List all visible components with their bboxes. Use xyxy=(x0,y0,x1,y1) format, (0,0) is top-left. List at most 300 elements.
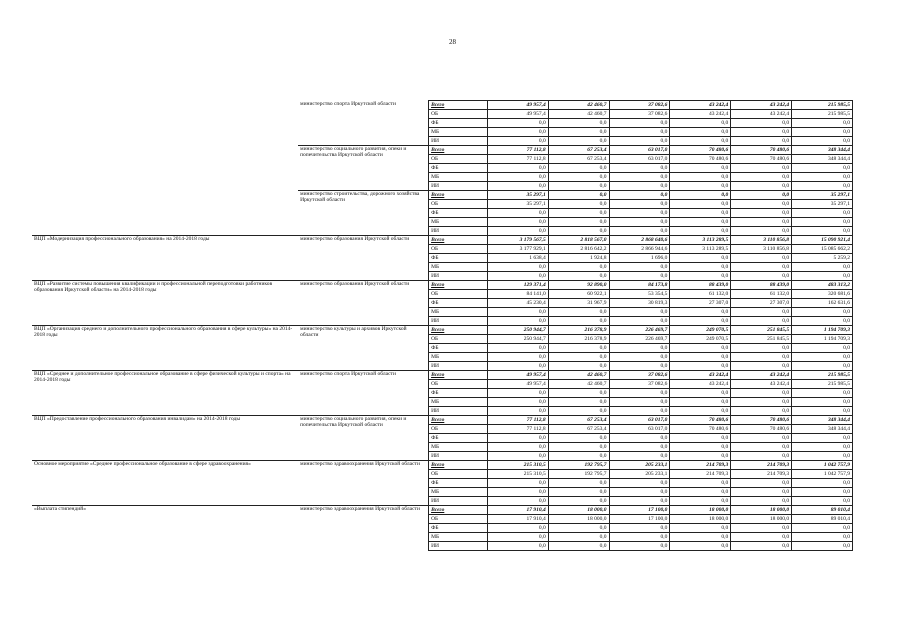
funding-source-cell: ФБ xyxy=(429,254,488,263)
program-name-cell: ВЦП «Среднее и дополнительное профессиональное образование в сфере физической культуры и спорта» на 2014-2018 годы xyxy=(32,371,298,416)
amount-cell: 0,0 xyxy=(792,524,853,533)
amount-cell: 0,0 xyxy=(670,542,731,551)
amount-cell: 483 313,2 xyxy=(792,281,853,290)
amount-cell: 2 868 640,6 xyxy=(609,236,670,245)
amount-cell: 70 480,6 xyxy=(670,155,731,164)
table-row xyxy=(32,506,853,515)
amount-cell: 30 819,3 xyxy=(609,299,670,308)
amount-cell: 0,0 xyxy=(670,119,731,128)
table-row xyxy=(32,416,853,425)
amount-cell: 0,0 xyxy=(548,218,609,227)
executor-cell: министерство образования Иркутской области xyxy=(298,236,428,281)
funding-source-cell: ОБ xyxy=(429,335,488,344)
funding-source-cell: ФБ xyxy=(429,344,488,353)
amount-cell: 348 344,4 xyxy=(792,146,853,155)
amount-cell: 1 638,4 xyxy=(487,254,548,263)
amount-cell: 0,0 xyxy=(792,407,853,416)
amount-cell: 43 242,4 xyxy=(670,380,731,389)
amount-cell: 0,0 xyxy=(670,317,731,326)
amount-cell: 0,0 xyxy=(609,119,670,128)
amount-cell: 214 709,3 xyxy=(731,461,792,470)
amount-cell: 249 070,5 xyxy=(670,335,731,344)
amount-cell: 42 460,7 xyxy=(548,380,609,389)
amount-cell: 2 818 567,0 xyxy=(548,236,609,245)
amount-cell: 0,0 xyxy=(731,182,792,191)
program-name-cell: ВЦП «Организация среднего и дополнительного профессионального образования в сфере культуры» на 2014-2018 годы xyxy=(32,326,298,371)
funding-source-cell: ИИ xyxy=(429,182,488,191)
amount-cell: 43 242,4 xyxy=(731,380,792,389)
funding-source-cell: ОБ xyxy=(429,380,488,389)
program-name-cell: ВЦП «Развитие системы повышения квалификации и профессиональной переподготовки работников образования Иркутской области» на 2014-2018 годы xyxy=(32,281,298,326)
amount-cell: 43 242,4 xyxy=(670,101,731,110)
amount-cell: 0,0 xyxy=(792,218,853,227)
amount-cell: 0,0 xyxy=(670,272,731,281)
amount-cell: 0,0 xyxy=(548,407,609,416)
amount-cell: 0,0 xyxy=(487,164,548,173)
amount-cell: 0,0 xyxy=(731,164,792,173)
amount-cell: 0,0 xyxy=(548,479,609,488)
amount-cell: 0,0 xyxy=(487,398,548,407)
amount-cell: 0,0 xyxy=(731,389,792,398)
funding-source-cell: Всего xyxy=(429,236,488,245)
amount-cell: 0,0 xyxy=(670,344,731,353)
amount-cell: 0,0 xyxy=(548,389,609,398)
executor-cell: министерство здравоохранения Иркутской области xyxy=(298,461,428,506)
program-name-cell: Основное мероприятие «Среднее профессиональное образование в сфере здравоохранения» xyxy=(32,461,298,506)
program-name-cell: ВЦП «Предоставление профессионального образования инвалидам» на 2014-2018 годы xyxy=(32,416,298,461)
amount-cell: 3 110 856,8 xyxy=(731,236,792,245)
amount-cell: 192 795,7 xyxy=(548,461,609,470)
amount-cell: 37 082,6 xyxy=(609,371,670,380)
amount-cell: 0,0 xyxy=(792,497,853,506)
funding-source-cell: ИИ xyxy=(429,137,488,146)
amount-cell: 0,0 xyxy=(548,317,609,326)
amount-cell: 0,0 xyxy=(670,263,731,272)
amount-cell: 0,0 xyxy=(731,137,792,146)
amount-cell: 1 696,0 xyxy=(609,254,670,263)
amount-cell: 18 000,0 xyxy=(548,506,609,515)
amount-cell: 0,0 xyxy=(548,398,609,407)
amount-cell: 67 253,4 xyxy=(548,146,609,155)
amount-cell: 320 681,6 xyxy=(792,290,853,299)
amount-cell: 0,0 xyxy=(792,488,853,497)
amount-cell: 214 709,3 xyxy=(670,470,731,479)
amount-cell: 0,0 xyxy=(609,137,670,146)
funding-source-cell: Всего xyxy=(429,506,488,515)
amount-cell: 0,0 xyxy=(670,407,731,416)
amount-cell: 0,0 xyxy=(609,317,670,326)
funding-source-cell: ФБ xyxy=(429,524,488,533)
amount-cell: 214 709,3 xyxy=(670,461,731,470)
amount-cell: 0,0 xyxy=(487,137,548,146)
funding-source-cell: Всего xyxy=(429,101,488,110)
amount-cell: 0,0 xyxy=(792,128,853,137)
amount-cell: 0,0 xyxy=(609,452,670,461)
amount-cell: 0,0 xyxy=(670,524,731,533)
executor-cell: министерство социального развития, опеки и попечительства Иркутской области xyxy=(298,146,428,191)
funding-source-cell: ОБ xyxy=(429,470,488,479)
amount-cell: 0,0 xyxy=(731,191,792,200)
funding-source-cell: ИИ xyxy=(429,407,488,416)
amount-cell: 0,0 xyxy=(792,173,853,182)
amount-cell: 42 460,7 xyxy=(548,110,609,119)
executor-cell: министерство строительства, дорожного хозяйства Иркутской области xyxy=(298,191,428,236)
amount-cell: 0,0 xyxy=(731,353,792,362)
amount-cell: 70 480,6 xyxy=(731,416,792,425)
amount-cell: 42 460,7 xyxy=(548,101,609,110)
amount-cell: 0,0 xyxy=(792,344,853,353)
funding-source-cell: Всего xyxy=(429,191,488,200)
amount-cell: 0,0 xyxy=(792,119,853,128)
amount-cell: 63 017,0 xyxy=(609,425,670,434)
amount-cell: 0,0 xyxy=(609,191,670,200)
table-row xyxy=(32,461,853,470)
amount-cell: 0,0 xyxy=(670,362,731,371)
amount-cell: 0,0 xyxy=(731,119,792,128)
amount-cell: 0,0 xyxy=(548,182,609,191)
amount-cell: 0,0 xyxy=(487,407,548,416)
amount-cell: 88 439,0 xyxy=(670,281,731,290)
amount-cell: 0,0 xyxy=(548,164,609,173)
amount-cell: 0,0 xyxy=(487,353,548,362)
amount-cell: 215 985,5 xyxy=(792,371,853,380)
amount-cell: 192 795,7 xyxy=(548,470,609,479)
amount-cell: 70 480,6 xyxy=(670,416,731,425)
amount-cell: 3 113 289,5 xyxy=(670,245,731,254)
amount-cell: 249 070,5 xyxy=(670,326,731,335)
amount-cell: 0,0 xyxy=(792,164,853,173)
amount-cell: 0,0 xyxy=(731,272,792,281)
amount-cell: 0,0 xyxy=(731,479,792,488)
amount-cell: 0,0 xyxy=(670,434,731,443)
amount-cell: 0,0 xyxy=(670,254,731,263)
funding-source-cell: ОБ xyxy=(429,110,488,119)
amount-cell: 348 344,4 xyxy=(792,155,853,164)
amount-cell: 3 177 929,1 xyxy=(487,245,548,254)
amount-cell: 0,0 xyxy=(731,173,792,182)
amount-cell: 251 845,5 xyxy=(731,335,792,344)
amount-cell: 0,0 xyxy=(487,209,548,218)
amount-cell: 0,0 xyxy=(609,389,670,398)
amount-cell: 0,0 xyxy=(487,128,548,137)
amount-cell: 0,0 xyxy=(548,353,609,362)
amount-cell: 42 460,7 xyxy=(548,371,609,380)
amount-cell: 17 910,4 xyxy=(487,506,548,515)
amount-cell: 1 924,8 xyxy=(548,254,609,263)
amount-cell: 27 307,0 xyxy=(731,299,792,308)
funding-source-cell: ФБ xyxy=(429,434,488,443)
amount-cell: 0,0 xyxy=(609,407,670,416)
amount-cell: 3 179 567,5 xyxy=(487,236,548,245)
amount-cell: 0,0 xyxy=(487,317,548,326)
amount-cell: 0,0 xyxy=(670,182,731,191)
amount-cell: 0,0 xyxy=(487,218,548,227)
amount-cell: 0,0 xyxy=(548,263,609,272)
amount-cell: 348 344,4 xyxy=(792,425,853,434)
amount-cell: 0,0 xyxy=(548,434,609,443)
executor-cell: министерство социального развития, опеки и попечительства Иркутской области xyxy=(298,416,428,461)
amount-cell: 0,0 xyxy=(548,452,609,461)
amount-cell: 215 310,5 xyxy=(487,470,548,479)
amount-cell: 0,0 xyxy=(487,362,548,371)
amount-cell: 0,0 xyxy=(487,272,548,281)
amount-cell: 0,0 xyxy=(731,452,792,461)
amount-cell: 226 469,7 xyxy=(609,326,670,335)
amount-cell: 0,0 xyxy=(548,119,609,128)
amount-cell: 17 910,4 xyxy=(487,515,548,524)
amount-cell: 0,0 xyxy=(792,389,853,398)
amount-cell: 5 259,2 xyxy=(792,254,853,263)
amount-cell: 205 233,1 xyxy=(609,461,670,470)
amount-cell: 0,0 xyxy=(670,389,731,398)
amount-cell: 0,0 xyxy=(670,308,731,317)
amount-cell: 15 090 921,4 xyxy=(792,236,853,245)
funding-source-cell: ОБ xyxy=(429,425,488,434)
table-row xyxy=(32,326,853,335)
amount-cell: 0,0 xyxy=(792,137,853,146)
amount-cell: 0,0 xyxy=(487,443,548,452)
amount-cell: 0,0 xyxy=(670,173,731,182)
amount-cell: 0,0 xyxy=(670,488,731,497)
amount-cell: 0,0 xyxy=(609,497,670,506)
amount-cell: 0,0 xyxy=(792,227,853,236)
amount-cell: 0,0 xyxy=(731,407,792,416)
amount-cell: 0,0 xyxy=(609,344,670,353)
amount-cell: 0,0 xyxy=(609,479,670,488)
amount-cell: 0,0 xyxy=(548,227,609,236)
funding-source-cell: ИИ xyxy=(429,542,488,551)
funding-source-cell: Всего xyxy=(429,416,488,425)
amount-cell: 1 042 757,9 xyxy=(792,470,853,479)
amount-cell: 215 310,5 xyxy=(487,461,548,470)
amount-cell: 0,0 xyxy=(731,524,792,533)
amount-cell: 0,0 xyxy=(670,191,731,200)
amount-cell: 35 297,1 xyxy=(487,191,548,200)
funding-source-cell: ОБ xyxy=(429,155,488,164)
amount-cell: 0,0 xyxy=(548,362,609,371)
amount-cell: 0,0 xyxy=(487,227,548,236)
amount-cell: 0,0 xyxy=(609,227,670,236)
amount-cell: 31 967,9 xyxy=(548,299,609,308)
program-name-cell: ВЦП «Модернизация профессионального образования» на 2014-2018 годы xyxy=(32,236,298,281)
amount-cell: 17 100,0 xyxy=(609,515,670,524)
executor-cell: министерство спорта Иркутской области xyxy=(298,371,428,416)
amount-cell: 1 194 709,3 xyxy=(792,335,853,344)
amount-cell: 0,0 xyxy=(792,362,853,371)
amount-cell: 214 709,3 xyxy=(731,470,792,479)
funding-source-cell: ФБ xyxy=(429,164,488,173)
amount-cell: 37 082,6 xyxy=(609,110,670,119)
amount-cell: 0,0 xyxy=(731,434,792,443)
amount-cell: 0,0 xyxy=(731,263,792,272)
funding-source-cell: ИИ xyxy=(429,317,488,326)
amount-cell: 0,0 xyxy=(731,218,792,227)
executor-cell: министерство здравоохранения Иркутской области xyxy=(298,506,428,551)
funding-source-cell: МБ xyxy=(429,398,488,407)
amount-cell: 0,0 xyxy=(609,173,670,182)
amount-cell: 89 010,4 xyxy=(792,506,853,515)
amount-cell: 0,0 xyxy=(792,443,853,452)
amount-cell: 18 000,0 xyxy=(670,506,731,515)
amount-cell: 70 480,6 xyxy=(670,425,731,434)
amount-cell: 45 230,4 xyxy=(487,299,548,308)
executor-cell: министерство образования Иркутской области xyxy=(298,281,428,326)
amount-cell: 205 233,1 xyxy=(609,470,670,479)
amount-cell: 0,0 xyxy=(609,209,670,218)
amount-cell: 0,0 xyxy=(609,353,670,362)
amount-cell: 0,0 xyxy=(792,317,853,326)
amount-cell: 0,0 xyxy=(792,263,853,272)
amount-cell: 43 242,4 xyxy=(670,371,731,380)
amount-cell: 0,0 xyxy=(548,524,609,533)
amount-cell: 0,0 xyxy=(792,542,853,551)
amount-cell: 0,0 xyxy=(731,542,792,551)
amount-cell: 0,0 xyxy=(670,533,731,542)
table-row xyxy=(32,371,853,380)
amount-cell: 0,0 xyxy=(548,209,609,218)
amount-cell: 216 378,9 xyxy=(548,335,609,344)
funding-source-cell: МБ xyxy=(429,308,488,317)
funding-source-cell: МБ xyxy=(429,353,488,362)
amount-cell: 0,0 xyxy=(487,452,548,461)
amount-cell: 70 480,6 xyxy=(731,425,792,434)
amount-cell: 17 100,0 xyxy=(609,506,670,515)
amount-cell: 0,0 xyxy=(548,497,609,506)
funding-source-cell: ФБ xyxy=(429,119,488,128)
amount-cell: 49 957,4 xyxy=(487,110,548,119)
amount-cell: 0,0 xyxy=(548,308,609,317)
amount-cell: 84 173,8 xyxy=(609,281,670,290)
funding-source-cell: ФБ xyxy=(429,479,488,488)
amount-cell: 0,0 xyxy=(731,317,792,326)
amount-cell: 226 469,7 xyxy=(609,335,670,344)
amount-cell: 0,0 xyxy=(548,191,609,200)
amount-cell: 1 042 757,9 xyxy=(792,461,853,470)
amount-cell: 0,0 xyxy=(792,272,853,281)
amount-cell: 0,0 xyxy=(487,542,548,551)
funding-source-cell: МБ xyxy=(429,443,488,452)
funding-source-cell: МБ xyxy=(429,263,488,272)
amount-cell: 35 297,1 xyxy=(792,200,853,209)
amount-cell: 0,0 xyxy=(731,209,792,218)
funding-source-cell: ИИ xyxy=(429,362,488,371)
table-row xyxy=(32,281,853,290)
funding-source-cell: ФБ xyxy=(429,389,488,398)
amount-cell: 0,0 xyxy=(487,119,548,128)
amount-cell: 0,0 xyxy=(487,533,548,542)
amount-cell: 215 985,5 xyxy=(792,101,853,110)
program-name-cell xyxy=(32,146,298,191)
funding-source-cell: ИИ xyxy=(429,227,488,236)
amount-cell: 0,0 xyxy=(487,182,548,191)
amount-cell: 3 113 289,5 xyxy=(670,236,731,245)
amount-cell: 2 816 642,2 xyxy=(548,245,609,254)
program-name-cell xyxy=(32,191,298,236)
funding-source-cell: Всего xyxy=(429,371,488,380)
amount-cell: 0,0 xyxy=(731,344,792,353)
amount-cell: 216 378,9 xyxy=(548,326,609,335)
amount-cell: 0,0 xyxy=(792,182,853,191)
table-row xyxy=(32,236,853,245)
amount-cell: 0,0 xyxy=(609,182,670,191)
funding-source-cell: Всего xyxy=(429,146,488,155)
amount-cell: 0,0 xyxy=(792,398,853,407)
amount-cell: 0,0 xyxy=(670,443,731,452)
amount-cell: 70 480,6 xyxy=(731,155,792,164)
amount-cell: 0,0 xyxy=(609,128,670,137)
amount-cell: 0,0 xyxy=(487,308,548,317)
amount-cell: 0,0 xyxy=(670,398,731,407)
amount-cell: 2 866 944,6 xyxy=(609,245,670,254)
amount-cell: 0,0 xyxy=(731,533,792,542)
amount-cell: 0,0 xyxy=(792,353,853,362)
table-row xyxy=(32,191,853,200)
amount-cell: 0,0 xyxy=(670,497,731,506)
funding-source-cell: Всего xyxy=(429,326,488,335)
funding-source-cell: ОБ xyxy=(429,290,488,299)
amount-cell: 0,0 xyxy=(670,227,731,236)
amount-cell: 0,0 xyxy=(609,524,670,533)
amount-cell: 0,0 xyxy=(487,488,548,497)
amount-cell: 0,0 xyxy=(609,434,670,443)
amount-cell: 70 480,6 xyxy=(670,146,731,155)
page-number: 28 xyxy=(449,38,456,46)
amount-cell: 0,0 xyxy=(731,443,792,452)
amount-cell: 0,0 xyxy=(548,443,609,452)
amount-cell: 0,0 xyxy=(609,272,670,281)
amount-cell: 37 082,6 xyxy=(609,380,670,389)
amount-cell: 0,0 xyxy=(548,533,609,542)
amount-cell: 0,0 xyxy=(487,497,548,506)
amount-cell: 37 082,6 xyxy=(609,101,670,110)
amount-cell: 15 085 662,2 xyxy=(792,245,853,254)
amount-cell: 43 242,4 xyxy=(731,110,792,119)
amount-cell: 18 000,0 xyxy=(731,515,792,524)
amount-cell: 3 110 856,8 xyxy=(731,245,792,254)
amount-cell: 77 112,8 xyxy=(487,416,548,425)
amount-cell: 0,0 xyxy=(487,524,548,533)
amount-cell: 77 112,8 xyxy=(487,155,548,164)
budget-table-body xyxy=(32,101,853,551)
amount-cell: 0,0 xyxy=(548,272,609,281)
amount-cell: 0,0 xyxy=(792,533,853,542)
funding-source-cell: МБ xyxy=(429,488,488,497)
amount-cell: 0,0 xyxy=(609,263,670,272)
amount-cell: 0,0 xyxy=(670,209,731,218)
amount-cell: 77 112,8 xyxy=(487,425,548,434)
amount-cell: 0,0 xyxy=(548,488,609,497)
funding-source-cell: МБ xyxy=(429,533,488,542)
amount-cell: 0,0 xyxy=(609,443,670,452)
amount-cell: 0,0 xyxy=(609,398,670,407)
amount-cell: 215 985,5 xyxy=(792,380,853,389)
amount-cell: 250 944,7 xyxy=(487,335,548,344)
amount-cell: 18 000,0 xyxy=(548,515,609,524)
amount-cell: 0,0 xyxy=(487,479,548,488)
funding-source-cell: ОБ xyxy=(429,200,488,209)
funding-source-cell: МБ xyxy=(429,128,488,137)
funding-source-cell: ИИ xyxy=(429,452,488,461)
program-name-cell: «Выплата стипендий» xyxy=(32,506,298,551)
amount-cell: 89 010,4 xyxy=(792,515,853,524)
amount-cell: 35 297,1 xyxy=(792,191,853,200)
amount-cell: 18 000,0 xyxy=(731,506,792,515)
amount-cell: 35 297,1 xyxy=(487,200,548,209)
amount-cell: 88 439,0 xyxy=(731,281,792,290)
amount-cell: 215 985,5 xyxy=(792,110,853,119)
funding-source-cell: МБ xyxy=(429,218,488,227)
budget-table xyxy=(32,100,853,551)
